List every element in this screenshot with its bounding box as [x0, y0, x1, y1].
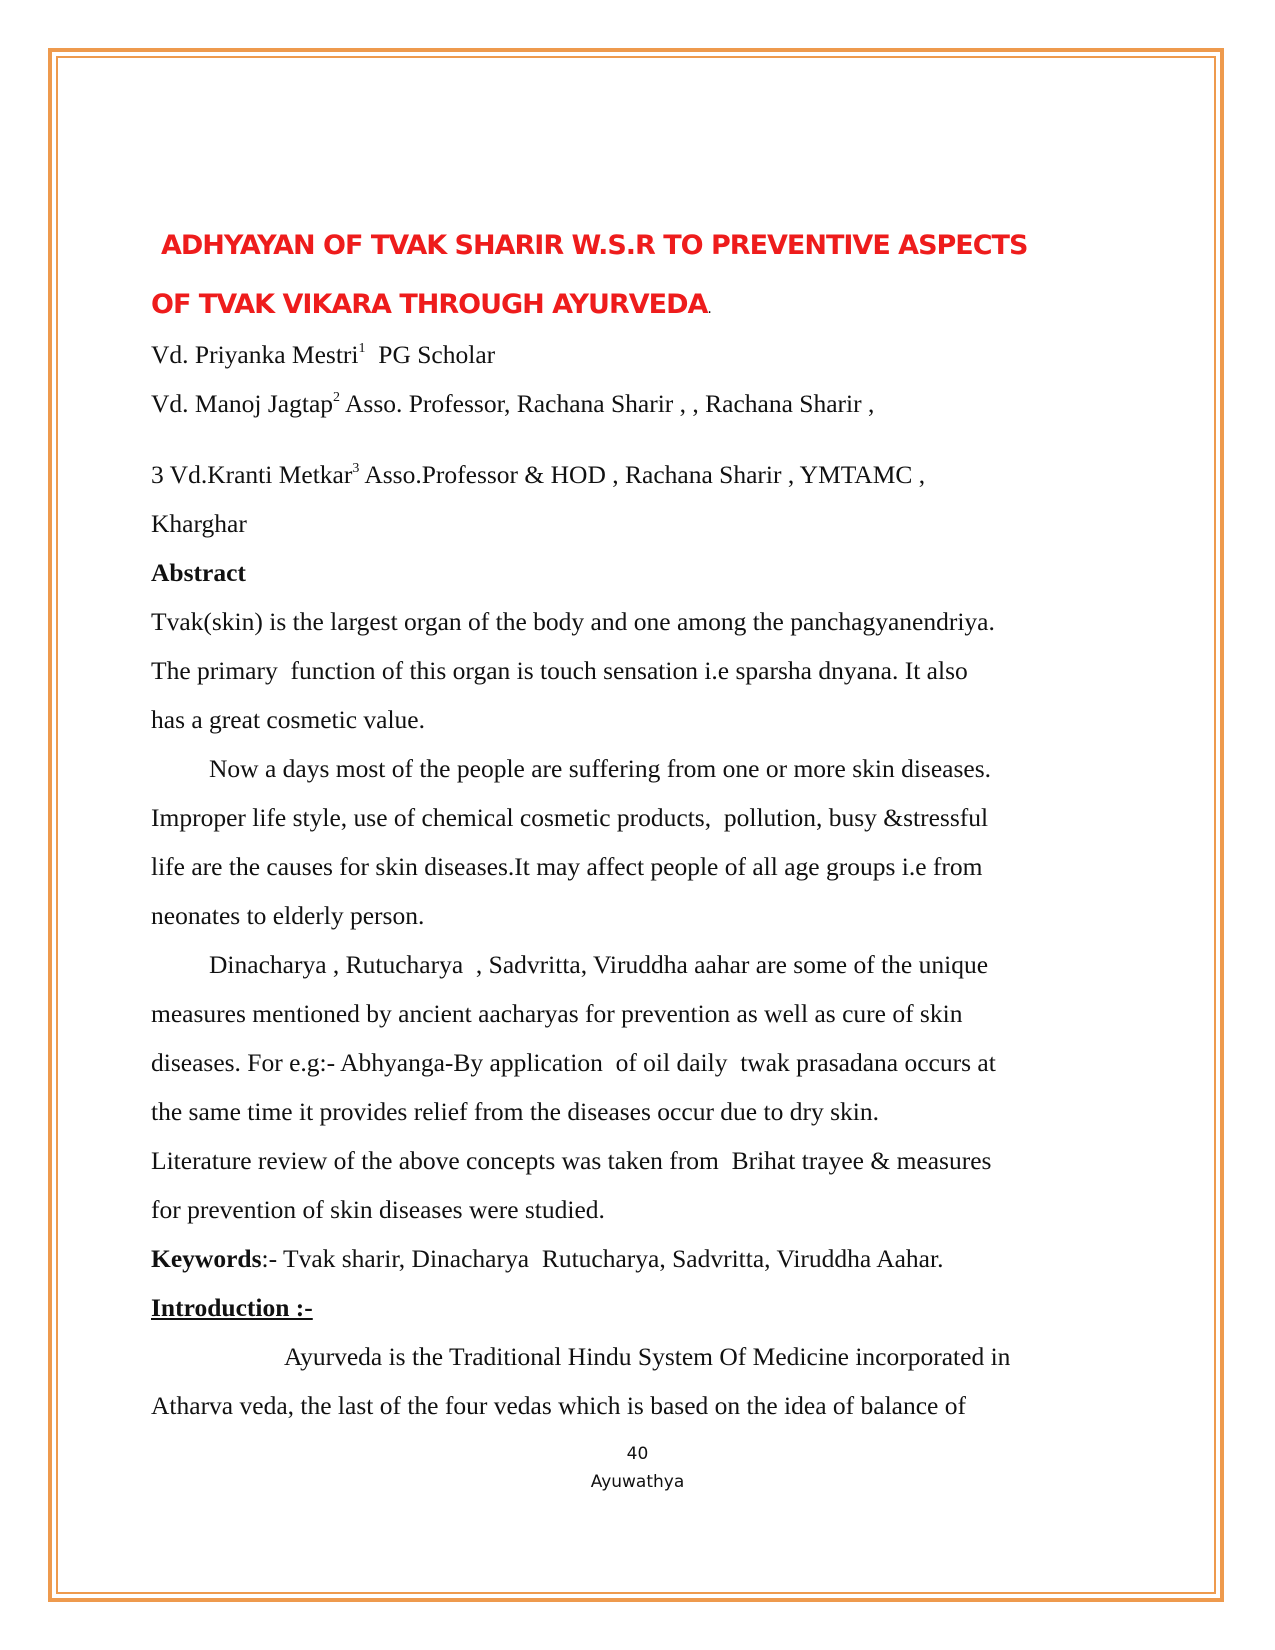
author-2-name: Vd. Manoj Jagtap: [151, 389, 334, 418]
abstract-line: Improper life style, use of chemical cosmetic products, pollution, busy &stressful: [151, 803, 989, 832]
abstract-line: life are the causes for skin diseases.It may affect people of all age groups i.e from: [151, 852, 983, 881]
author-3-continuation: Kharghar: [151, 509, 247, 538]
keywords-line: [151, 1234, 1131, 1283]
abstract-heading: Abstract: [151, 558, 246, 587]
author-2: [151, 379, 1131, 428]
spacer: [151, 428, 1131, 450]
abstract-line: has a great cosmetic value.: [151, 705, 426, 734]
abstract-line: Literature review of the above concepts was taken from Brihat trayee & measures: [151, 1146, 992, 1175]
introduction-line: Atharva veda, the last of the four vedas which is based on the idea of balance of: [151, 1391, 966, 1420]
author-3: [151, 450, 1131, 499]
introduction-line: Ayurveda is the Traditional Hindu System Of Medicine incorporated in: [284, 1342, 1011, 1371]
article-body: [151, 222, 1131, 1430]
author-1-sup: 1: [358, 341, 366, 356]
title-line-2: [151, 276, 1131, 330]
abstract-line: diseases. For e.g:- Abhyanga-By application of oil daily twak prasadana occurs at: [151, 1048, 996, 1077]
abstract-line: The primary function of this organ is touch sensation i.e sparsha dnyana. It also: [151, 656, 968, 685]
keywords-text: :- Tvak sharir, Dinacharya Rutucharya, Sadvritta, Viruddha Aahar.: [261, 1244, 944, 1273]
abstract-line: Tvak(skin) is the largest organ of the body and one among the panchagyanendriya.: [151, 607, 995, 636]
author-2-role: Asso. Professor, Rachana Sharir , , Rachana Sharir ,: [340, 389, 875, 418]
abstract-line: Now a days most of the people are suffering from one or more skin diseases.: [209, 754, 992, 783]
author-2-sup: 2: [333, 390, 341, 405]
author-1: [151, 330, 1131, 379]
abstract-line: for prevention of skin diseases were studied.: [151, 1195, 605, 1224]
author-1-role: PG Scholar: [365, 340, 496, 369]
title-trailing-dot: .: [707, 301, 711, 317]
title-line-1: ADHYAYAN OF TVAK SHARIR W.S.R TO PREVENTIVE ASPECTS: [161, 230, 1028, 261]
author-1-name: Vd. Priyanka Mestri: [151, 340, 359, 369]
keywords-label: Keywords: [151, 1244, 262, 1273]
journal-name: Ayuwathya: [590, 1472, 685, 1492]
title-line-2-text: OF TVAK VIKARA THROUGH AYURVEDA: [151, 289, 708, 320]
author-3-name: Vd.Kranti Metkar: [169, 460, 353, 489]
page-number: 40: [626, 1444, 649, 1464]
author-3-sup: 3: [352, 461, 360, 476]
author-3-prefix: 3: [151, 460, 170, 489]
article-title: [151, 222, 1131, 330]
abstract-line: Dinacharya , Rutucharya , Sadvritta, Viruddha aahar are some of the unique: [209, 950, 989, 979]
abstract-line: neonates to elderly person.: [151, 901, 425, 930]
abstract-line: the same time it provides relief from the diseases occur due to dry skin.: [151, 1097, 879, 1126]
author-3-role: Asso.Professor & HOD , Rachana Sharir , YMTAMC ,: [359, 460, 926, 489]
abstract-line: measures mentioned by ancient aacharyas for prevention as well as cure of skin: [151, 999, 963, 1028]
introduction-heading: Introduction :-: [151, 1293, 313, 1322]
